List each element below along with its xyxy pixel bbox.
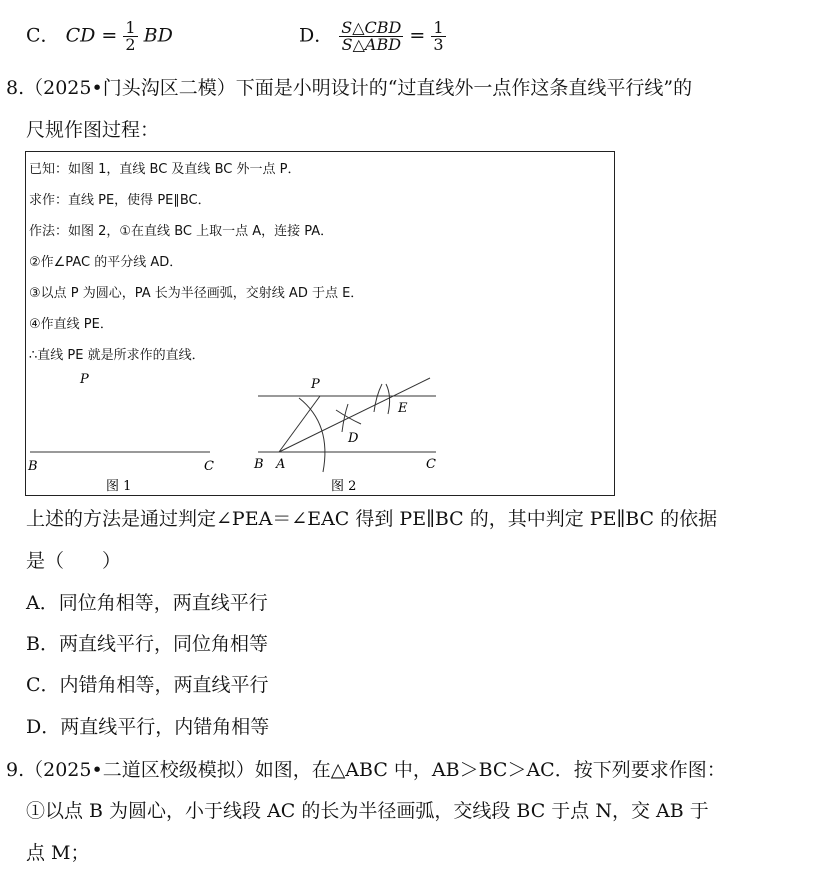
q7-option-c: C． CD = $\frac{1}{2}$ BD xyxy=(26,18,173,54)
q7-c-expr-left: CD xyxy=(65,24,96,47)
q9-stem-line1: 9.（2025•二道区校级模拟）如图，在△ABC 中，AB＞BC＞AC．按下列要求作图： xyxy=(6,759,726,781)
fig2-label-d: D xyxy=(348,431,359,446)
fig2-segment-pa xyxy=(279,396,320,452)
q8-after-line1: 上述的方法是通过判定∠PEA＝∠EAC 得到 PE∥BC 的，其中判定 PE∥BC 的依据 xyxy=(26,508,718,530)
q8-option-a[interactable]: A．同位角相等，两直线平行 xyxy=(26,592,268,614)
box-line-given: 已知：如图 1，直线 BC 及直线 BC 外一点 P． xyxy=(29,162,301,177)
box-line-step2: ②作∠PAC 的平分线 AD． xyxy=(29,255,183,270)
fig2-label-b: B xyxy=(254,457,264,472)
fig2-arc-e1 xyxy=(374,384,382,412)
construction-box xyxy=(25,151,615,496)
fig1-label-p: P xyxy=(80,372,89,387)
q8-option-b[interactable]: B．两直线平行，同位角相等 xyxy=(26,633,268,655)
box-line-conclusion: ∴直线 PE 就是所求作的直线． xyxy=(29,348,205,363)
q8-stem-line1: 8.（2025•门头沟区二模）下面是小明设计的“过直线外一点作这条直线平行线”的 xyxy=(6,77,693,99)
fig2-caption: 图 2 xyxy=(331,479,357,494)
construction-figures xyxy=(26,152,616,497)
q8-option-c[interactable]: C．内错角相等，两直线平行 xyxy=(26,674,269,696)
box-line-step4: ④作直线 PE． xyxy=(29,317,113,332)
q7-d-result-fraction: $\frac{1}{3}$ xyxy=(433,18,444,54)
q7-c-expr-right: BD xyxy=(143,24,173,47)
q9-stem-line3: 点 M； xyxy=(26,842,90,864)
box-line-method: 作法：如图 2，①在直线 BC 上取一点 A，连接 PA． xyxy=(29,224,334,239)
fig2-label-a: A xyxy=(276,457,286,472)
q7-c-fraction: $\frac{1}{2}$ xyxy=(125,18,136,54)
fig2-arc-d2 xyxy=(342,404,348,432)
q7-d-fraction: $\frac{\text{S△CBD}}{\text{S△ABD}}$ xyxy=(341,18,402,54)
fig1-caption: 图 1 xyxy=(106,479,132,494)
fig2-label-p: P xyxy=(311,377,320,392)
q9-stem-line2: ①以点 B 为圆心，小于线段 AC 的长为半径画弧，交线段 BC 于点 N，交 AB 于 xyxy=(26,800,709,822)
q8-option-d[interactable]: D．两直线平行，内错角相等 xyxy=(26,716,270,738)
fig2-label-c: C xyxy=(426,457,436,472)
box-line-required: 求作：直线 PE，使得 PE∥BC． xyxy=(29,193,211,208)
q8-stem-line2: 尺规作图过程： xyxy=(26,119,160,141)
fig1-label-c: C xyxy=(204,459,214,474)
box-line-step3: ③以点 P 为圆心，PA 长为半径画弧，交射线 AD 于点 E． xyxy=(29,286,364,301)
fig2-arc-large xyxy=(299,398,325,472)
q8-after-line2: 是（ ） xyxy=(26,550,122,572)
fig2-label-e: E xyxy=(398,401,408,416)
fig1-label-b: B xyxy=(28,459,38,474)
q7-option-d: D． $\frac{\text{S△CBD}}{\text{S△ABD}}$ = $\frac{1}{3}$ xyxy=(299,18,444,54)
